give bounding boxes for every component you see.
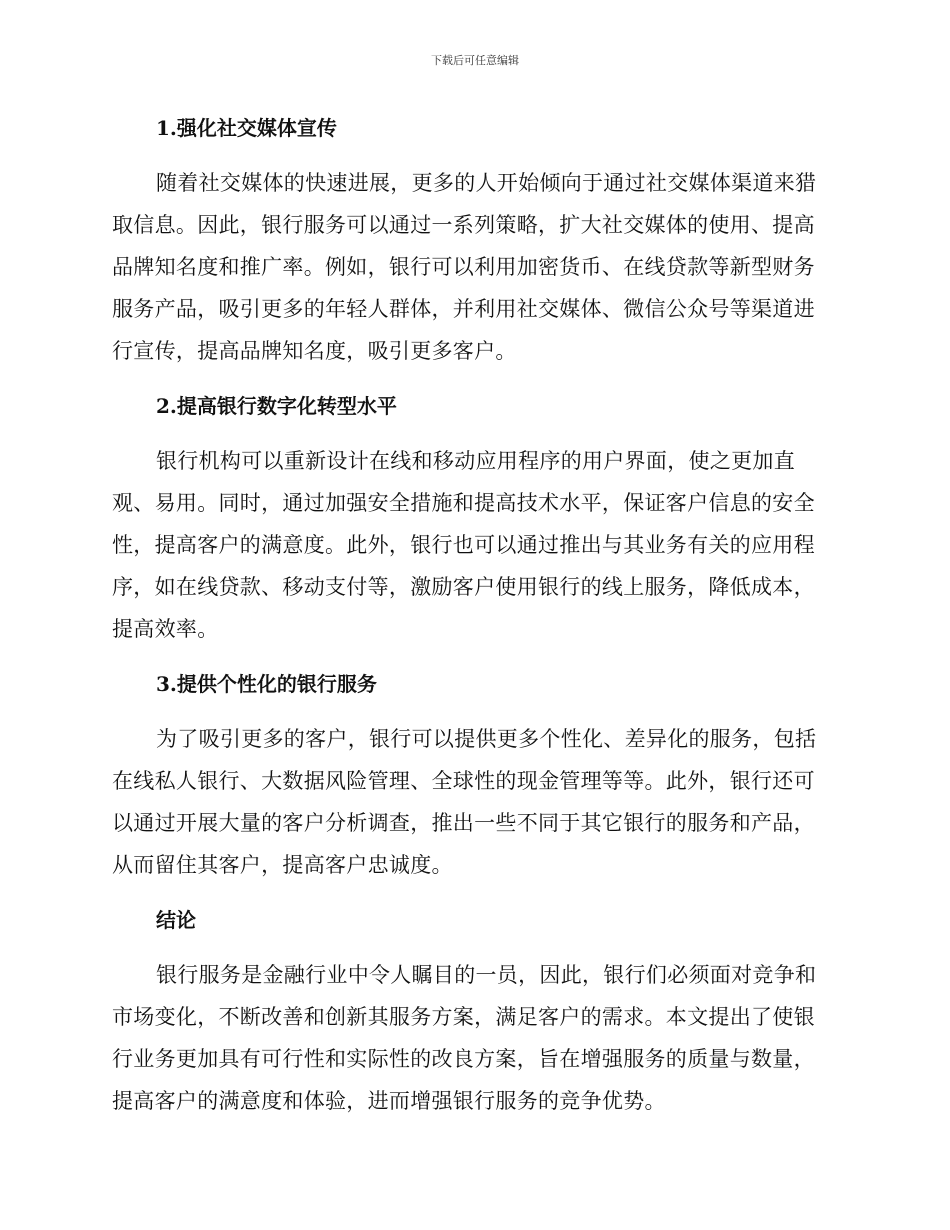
section-paragraph-3: 为了吸引更多的客户，银行可以提供更多个性化、差异化的服务，包括在线私人银行、大数据风险管理、全球性的现金管理等等。此外，银行还可以通过开展大量的客户分析调查，推出一些不同于其它银行的服务和产品，从而留住其客户，提高客户忠诚度。 [112, 727, 817, 877]
section-heading-2: 2.提高银行数字化转型水平 [156, 394, 397, 418]
section-heading-1: 1.强化社交媒体宣传 [156, 116, 337, 140]
conclusion-heading: 结论 [156, 908, 196, 932]
section-paragraph-1: 随着社交媒体的快速进展，更多的人开始倾向于通过社交媒体渠道来猎取信息。因此，银行服务可以通过一系列策略，扩大社交媒体的使用、提高品牌知名度和推广率。例如，银行可以利用加密货币、在线贷款等新型财务服务产品，吸引更多的年轻人群体，并利用社交媒体、微信公众号等渠道进行宣传，提高品牌知名度，吸引更多客户。 [112, 171, 817, 363]
section-paragraph-2: 银行机构可以重新设计在线和移动应用程序的用户界面，使之更加直观、易用。同时，通过加强安全措施和提高技术水平，保证客户信息的安全性，提高客户的满意度。此外，银行也可以通过推出与其业务有关的应用程序，如在线贷款、移动支付等，激励客户使用银行的线上服务，降低成本，提高效率。 [112, 449, 815, 641]
document-body [112, 108, 832, 1122]
section-heading-3: 3.提供个性化的银行服务 [156, 672, 377, 696]
conclusion-paragraph: 银行服务是金融行业中令人瞩目的一员，因此，银行们必须面对竞争和市场变化，不断改善和创新其服务方案，满足客户的需求。本文提出了使银行业务更加具有可行性和实际性的改良方案，旨在增强服务的质量与数量，提高客户的满意度和体验，进而增强银行服务的竞争优势。 [112, 963, 817, 1113]
page-header: 下载后可任意编辑 [431, 54, 519, 67]
